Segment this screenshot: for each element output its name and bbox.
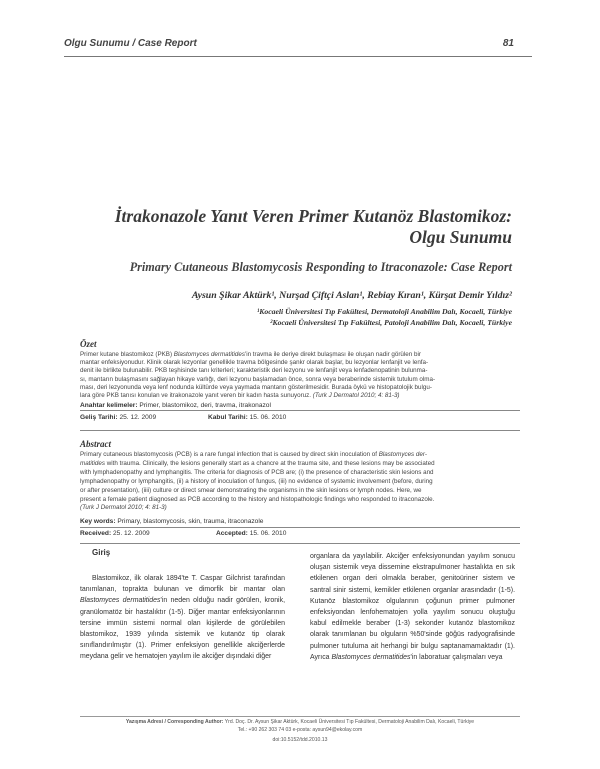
article-title-turkish <box>72 206 512 248</box>
abstract-text: Primary cutaneous blastomycosis (PCB) is a rare fungal infection that is caused by direct skin inoculation of Blastomyces der- matitides with trauma. Clinically, the lesions generally start as a chancre at the trauma site, and these lesions may be associated with lymphadenopathy and lymphangitis. The criteria for diagnosis of PCB are; (i) the presence of characteristic skin lesions and lymphadenopathy or lymphangitis, (ii) a history of inoculation of fungus, (iii) no evidence of systemic involvement (before, during or after presentation), (iiii) culture or direct smear demonstrating the organisms in the skin lesions or lymph nodes. Here, we present a female patient diagnosed as PCB according to the history and histopathologic findings who responded to itraconazole. (Turk J Dermatol 2010; 4: 81-3) <box>80 451 435 512</box>
body-paragraph-left: Blastomikoz, ilk olarak 1894'te T. Caspar Gilchrist tarafından tanımlanan, toprakta bulunan ve dimorfik bir mantar olan Blastomyces dermatitides'in neden olduğu nadir görülen, kronik, granülomatöz bir hastalıktır (1-5). Diğer mantar enfeksiyonlarının tersine immün sistemi normal olan kişilerde de görülebilen blastomikoz, 1939 yılında sistemik ve kutanöz tip olarak sınıflandırılmıştır (1). Primer enfeksiyon genellikle akciğerlerde meydana gelir ve hematojen yayılım ile akciğer dışındaki diğer <box>80 575 285 661</box>
ozet-text: Primer kutane blastomikoz (PKB) Blastomyces dermatitides'in travma ile deriye direkt bulaşması ile oluşan nadir görülen bir mantar enfeksiyonudur. Klinik olarak lezyonlar genellikle travma bölgesinde şankr olarak başlar, bu lezyonlar lenfanjit ve lenfa- denit ile birlikte bulunabilir. PKB teşhisinde tanı kriterleri; karakteristik deri lezyonu ve lenfanjit veya lenfadenopatinin bulunma- sı, mantarın bulaşmasını sağlayan hikaye varlığı, deri lezyonu başlamadan önce, sonra veya beraberinde sistemik tutulum olma- ması, deri lezyonunda veya lenf nodunda kültürde veya yaymada mantarın gösterilmesidir. Burada öykü ve histopatolojik bulgu- lara göre PKB tanısı konulan ve itrakonazole yanıt veren bir kadın hasta sunuyoruz. (Turk J Dermatol 2010; 4: 81-3) <box>80 351 436 400</box>
ozet-heading: Özet <box>80 339 97 349</box>
body-column-right <box>310 551 515 663</box>
header-divider <box>64 56 532 57</box>
introduction-heading: Giriş <box>92 548 111 557</box>
footer-divider <box>80 716 520 717</box>
body-column-left <box>80 573 285 663</box>
abstract-received: Received: 25. 12. 2009 <box>80 530 150 537</box>
affiliation-2: ²Kocaeli Üniversitesi Tıp Fakültesi, Patoloji Anabilim Dalı, Kocaeli, Türkiye <box>270 318 512 327</box>
body-paragraph-right: organlara da yayılabilir. Akciğer enfeksiyonundan yayılım sonucu oluşan sistemik veya dissemine ekstrapulmoner hastalıkta en sık etkilenen organ deri olmakla beraber, genitoüriner sistem ve santral sinir sistemi, kemikler etkilenen organlar arasındadır (1-5). Kutanöz blastomikoz olgularının çoğunun primer pulmoner enfeksiyondan lenfohematojen yolla yayılım sonucu oluştuğu kabul edilmekle beraber (1-3) sekonder kutanöz blastomikoz olarak tanımlanan bu olguların %50'sinde göğüs radyografisinde pulmoner tutuluma ait herhangi bir bulgu saptanamamaktadır (1). Ayrıca Blastomyces dermatitides'in laboratuar çalışmaları veya <box>310 553 515 661</box>
journal-section: Olgu Sunumu / Case Report <box>64 38 197 49</box>
corresponding-author: Yazışma Adresi / Corresponding Author: Yrd. Doç. Dr. Aysun Şikar Aktürk, Kocaeli Üniversitesi Tıp Fakültesi, Dermatoloji Anabilim Dalı, Kocaeli, Türkiye <box>125 719 475 725</box>
ozet-dates: Geliş Tarihi: 25. 12. 2009 <box>80 414 157 421</box>
ozet-accepted: Kabul Tarihi: 15. 06. 2010 <box>208 414 287 421</box>
author-list: Aysun Şikar Aktürk¹, Nurşad Çiftçi Aslan¹, Rebiay Kıran¹, Kürşat Demir Yıldız² <box>191 290 512 301</box>
article-title-english: Primary Cutaneous Blastomycosis Responding to Itraconazole: Case Report <box>129 260 512 274</box>
abstract-keywords-divider <box>80 527 520 528</box>
page-number: 81 <box>502 38 514 49</box>
title-line-1: İtrakonazole Yanıt Veren Primer Kutanöz Blastomikoz: <box>114 206 512 226</box>
ozet-bottom-divider <box>80 430 520 431</box>
title-line-2: Olgu Sunumu <box>409 227 512 247</box>
abstract-heading: Abstract <box>80 439 112 449</box>
abstract-keywords: Key words: Primary, blastomycosis, skin, trauma, itraconazole <box>80 518 264 525</box>
ozet-keywords-divider <box>80 410 520 411</box>
affiliation-1: ¹Kocaeli Üniversitesi Tıp Fakültesi, Dermatoloji Anabilim Dalı, Kocaeli, Türkiye <box>256 307 512 316</box>
doi: doi:10.5152/tdd.2010.13 <box>272 737 328 743</box>
abstract-bottom-divider <box>80 543 520 544</box>
ozet-keywords: Anahtar kelimeler: Primer, blastomikoz, deri, travma, itrakonazol <box>80 402 271 409</box>
contact-info: Tel.: +90 262 303 74 03 e-posta: aysun94@ekolay.com <box>237 727 363 733</box>
abstract-accepted: Accepted: 15. 06. 2010 <box>216 530 287 537</box>
